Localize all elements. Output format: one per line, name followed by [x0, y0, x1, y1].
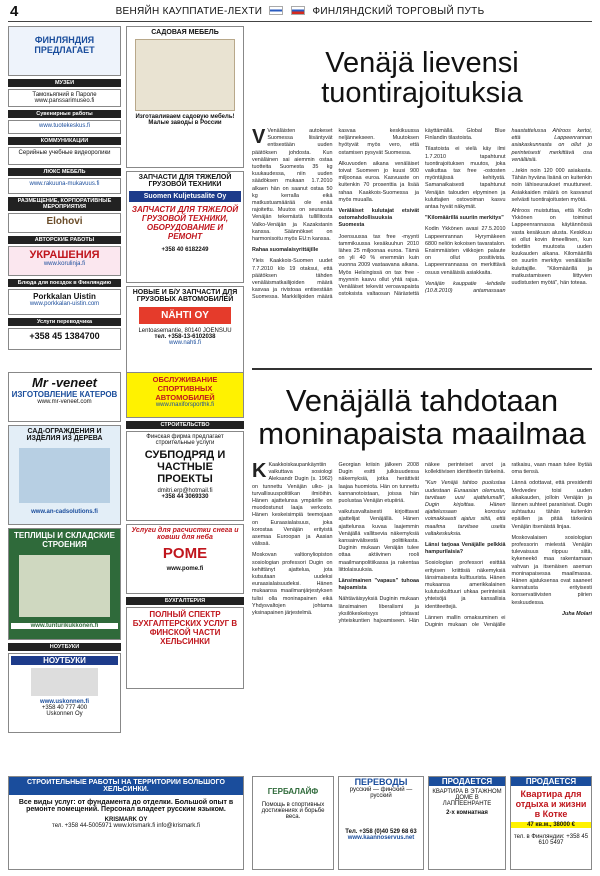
section-furniture: ЛЮКС МЕБЕЛЬ [8, 168, 121, 176]
greenhouse-image [19, 555, 110, 617]
ad-apartment-lappeenranta[interactable]: ПРОДАЕТСЯ КВАРТИРА В ЭТАЖНОМ ДОМЕ В ЛАППЕЕНРАНТЕ 2-х комнатная [428, 776, 506, 870]
section-museum: МУЗЕИ [8, 79, 121, 87]
ad-apartment-kotka[interactable]: ПРОДАЕТСЯ Квартира для отдыха и жизни в Котке 47 кв.м., 38000 € тел. в Финляндии: +358 45 610 5497 [510, 776, 592, 870]
section-accommodation: РАЗМЕЩЕНИЕ, КОРПОРАТИВНЫЕ МЕРОПРИЯТИЯ [8, 197, 121, 211]
ad-furniture[interactable]: www.rakuuna-mukavuus.fi [8, 178, 121, 194]
ad-communication[interactable]: Серийные учебные видеоролики [8, 147, 121, 165]
section-laptops: НОУТБУКИ [8, 643, 121, 651]
ad-tunturikukkonen[interactable]: ТЕПЛИЦЫ И СКЛАДСКИЕ СТРОЕНИЯ www.tunturikukkonen.fi [8, 528, 121, 640]
ad-nahti[interactable]: НОВЫЕ И Б/У ЗАПЧАСТИ ДЛЯ ГРУЗОВЫХ АВТОМОБИЛЕЙ NÄHTI OY Lentoasemantie, 80140 JOENSUU тел. +358-13-6102038 www.nahti.fi [126, 286, 244, 378]
ad-truck-spares[interactable]: ЗАПЧАСТИ ДЛЯ ТЯЖЕЛОЙ ГРУЗОВОЙ ТЕХНИКИ Suomen Kuljetusalite Oy ЗАПЧАСТИ ДЛЯ ТЯЖЕЛОЙ ГРУЗОВОЙ ТЕХНИКИ, ОБОРУДОВАНИЕ И РЕМОНТ +358 40 6182249 [126, 171, 244, 283]
ads-column-lower-mid [126, 372, 244, 692]
section-fishing: Блюда для поездок в Финляндию [8, 279, 121, 287]
ad-an-cad[interactable]: САД-ОГРАЖДЕНИЯ И ИЗДЕЛИЯ ИЗ ДЕРЕВА www.an-cadsolutions.fi [8, 425, 121, 525]
russia-flag-icon [291, 6, 305, 15]
ad-souvenirs[interactable]: www.tuotekeskus.fi [8, 120, 121, 134]
ad-sport-cars[interactable]: ОБСЛУЖИВАНИЕ СПОРТИВНЫХ АВТОМОБИЛЕЙ www.maxiforsporthk.fi [126, 372, 244, 418]
ad-jewelry[interactable]: УКРАШЕНИЯ www.korulinja.fi [8, 246, 121, 276]
cad-image [19, 448, 110, 503]
section-jewelry: АВТОРСКИЕ РАБОТЫ [8, 236, 121, 244]
ads-column-mid [126, 26, 244, 381]
ad-elohovi[interactable]: Elohovi [8, 213, 121, 233]
bench-image [135, 39, 235, 111]
article2-headline: Venäjällä tahdotaan moninapaista maailmaa [258, 383, 586, 451]
article2-body: K Kaakkoiskaupankäyntiin vaikuttava sosiologi Aleksandr Dugin (s. 1962) on tunnettu Venäjän ulko- ja turvallisuuspolitiikan ilmiöihin. Hänen ajattelunsa ympärille on muodostunut laaja verkosto. Hänen keskeisimpiä teemojaan on Euraasialaisuus, joka korostaa Venäjän erityistä asemaa Euroopan ja Aasian välissä. Moskovan valtionyliopiston sosiologian professori Dugin on kehittänyt ajattelua, jota kutsutaan uudeksi euraasialaisuudeksi. Hänen mukaansa maailmanjärjestyksen tulisi olla moninapainen eikä Yhdysvaltojen johtama yksinapainen järjestelmä. Georgian kriisin jälkeen 2008 Dugin esitti julkisuudessa näkemyksiä, jotka herättivät laajaa huomiota. Hän on tunnettu kannanotoistaan, joissa hän puolustaa Venäjän etupiiriä. vaikutusvaltaisesti kirjoittavat ajattelijat Venäjällä. Hänen ajattelunsa kuvaa laajemmin Venäjällä vallitsevia näkemyksiä kansainvälisestä politiikasta. Duginin mukaan Venäjän tulee ottaa aktiivinen rooli maailmanpolitiikassa ja rakentaa liittolaisuuksia. Länsimainen "vapaus" tuhoaa hajoamista Nähtäväisyyksiä Duginin mukaan länsimainen liberalismi ja yksilökeskeisyys johtavat yhteiskuntien hajoamiseen. Hän näkee perinteiset arvot ja kollektiivisen identiteetin tärkeinä. "Kun Venäjä tahtoo puolustaa uudestaan Euraasian olemusta, tarvitaan uusi ajattelumalli", Dugin kirjoittaa. Hänen ajattelussaan korostuu voimakkaasti ajatus siitä, että maailma tarvitsee useita valtakeskuksia. Länsi tarjoaa Venäjälle pelkkiä hampurilaisia? Sosiologian professori esittää erityisen kriittisiä näkemyksiä länsimaisesta kulttuurista. Hänen mukaansa amerikkalainen kulutuskulttuuri uhkaa perinteisiä yhteisöjä ja kansallisia identiteettejä. Lännen mallin omaksuminen ei Duginin mukaan ole Venäjälle ratkaisu, vaan maan tulee löytää oma tiensä. Lännä odottavat, että presidentti Medvedev toisi uuden aikakauden, jolloin Venäjän ja lännen suhteet paranisivat. Dugin suhtautuu tähän kuitenkin epäillen ja pitää tärkeänä Venäjän itsenäistä linjaa. Moskovalaisen sosiologian professorin mielestä Venäjän tulevaisuus riippuu siitä, kykeneekö maa rakentamaan vahvan ja itsenäisen aseman moninapaisessa maailmassa. Hänen ajatuksensa ovat saaneet kannatusta erityisesti konservatiivisten piirien keskuudessa. Juha Molari [252, 462, 592, 629]
article-divider [252, 368, 592, 370]
ad-translations[interactable]: ПЕРЕВОДЫ русский — финский — русский Тел. +358 (0)40 529 68 63 www.kaannoservus.net [338, 776, 424, 870]
ad-finka[interactable]: Финская фирма предлагает строительные услуги СУБПОДРЯД И ЧАСТНЫЕ ПРОЕКТЫ dmitri.erp@hotmail.fi +358 44 3069330 [126, 431, 244, 521]
ad-garden-furniture[interactable]: САДОВАЯ МЕБЕЛЬ Изготавливаем садовую мебель! Малые заводы в России [126, 26, 244, 168]
finland-flag-icon [269, 6, 283, 15]
ads-column-left [8, 26, 121, 353]
ads-column-lower-left [8, 372, 121, 736]
ad-accounting[interactable]: ПОЛНЫЙ СПЕКТР БУХГАЛТЕРСКИХ УСЛУГ В ФИНСКОЙ ЧАСТИ ХЕЛЬСИНКИ [126, 607, 244, 689]
section-translator: Услуги переводчика [8, 318, 121, 326]
ad-museum[interactable]: Тамохьяпний в Пароле www.panssarimuseo.fi [8, 89, 121, 107]
laptop-image [31, 668, 98, 696]
section-accounting: БУХГАЛТЕРИЯ [126, 597, 244, 605]
section-construction: СТРОИТЕЛЬСТВО [126, 421, 244, 429]
ad-pome[interactable]: Услуги для расчистки снега и ковши для неба POME www.pome.fi [126, 524, 244, 594]
section-souvenirs: Сувенирные работы [8, 110, 121, 118]
article1-headline: Venäjä lievensi tuontirajoituksia [321, 47, 523, 110]
finland-offers-banner: ФИНЛЯНДИЯ ПРЕДЛАГАЕТ [8, 26, 121, 76]
ad-krismark[interactable]: СТРОИТЕЛЬНЫЕ РАБОТЫ НА ТЕРРИТОРИИ БОЛЬШОГО ХЕЛЬСИНКИ. Все виды услуг: от фундамента до отделки. Большой опыт в ремонте помещений. Персонал владеет русским языком. KRISMARK OY тел. +358 44-5005971 www.krismark.fi info@krismark.fi [8, 776, 244, 870]
section-communication: КОММУНИКАЦИИ [8, 137, 121, 145]
page-header [8, 2, 592, 22]
article2-author: Juha Molari [562, 610, 592, 617]
ad-translator-phone[interactable]: +358 45 1384700 [8, 328, 121, 350]
masthead [8, 6, 592, 17]
ad-mr-veneet[interactable]: Mr -veneet ИЗГОТОВЛЕНИЕ КАТЕРОВ www.mr-veneet.com [8, 372, 121, 422]
page-number: 4 [10, 3, 19, 20]
ad-porkkalan[interactable]: Porkkalan Uistin www.porkkalan-uistin.com [8, 289, 121, 315]
ad-uskonnen[interactable]: НОУТБУКИ www.uskonnen.fi +358 40 777 400 Uskonnen Oy [8, 653, 121, 733]
masthead-left: ВЕНЯЙН КАУППАТИЕ-ЛЕХТИ [115, 6, 263, 17]
article1-body: V Venäläisten autokeset Suomessa liisäntyvät entisestään uuden päätöksen johdosta. Kun venäläinen sai aiemmin ostaa tuotteita Suomesta 35 kg kuukaudessa, niin uuden säädöksen mukaan 1.7.2010 alkaen hän on saanut ostaa 50 kg kerralla eikä matkustuamäärää ole enää rajoitettu. Muutos on seurausta Venäjän tekemästä tullillitosta Valko-Venäjän ja Kazakstanin kanssa. Säännökset on harmonisoitu myös EU:n kanssa. Rahaa suomalaisyrittäjille Yleis Kaakkois-Suomen uudet 7.7.2010 klo 19 otaksui, että päätöksen tähden venäläismatkailijoiden määrä kasvaa ja rivistoaa entisestään Suomessa. Markkilijoiden määrä kasvaa keskikuussa neljännekseen. Muutoksen hyötyvät myös vero, että ostamisen pysyvät Suomessa. Alkuvuoden aikana venäläiset toivat Suomeen jo kuusi 900 miljoonaa euroa. Kasvuaste on kuitenkin 70 prosenttia ja lisää rahaa Kaakkois-Suomessa ja myös muualla. Veräläiset kulutajat etsivät ostomahdollisuuksia Suomesta Joensuussa tax free -myynti tammikuussa kesäkuuhun 2010 lähes 25 miljoonaa euroa. Tämä on yli 40 % enemmän kuin vuonna 2009 vastaavana aikana. Myös Helsingissä on tax free -myynnin kasvu ollut yhtä rajua. Venäläiset tekevät veroavapaista ostoksista valtaosan Närästettä käyttämällä. Global Blue Finlandin tilastoista. Tilastoista ei vielä käy ilmi 1.7.2010 tapahtunut tuontirajoituksen muutos, joka vaikuttaa tax free -ostosten myöntäjissä kehitystä. Samanaikaisesti tapahtunut Venäjän talouden elpyminen ja kuluttajien ostovoiman kasvu antaa hyvät näkymät. "Kilomäärillä suuriin merkitys" Kodin Ykkönen avasi 27.5.2010 Lappeenrannan Hyrymäkeen 6800 neliön kokoisen tavaratalon. Ensimmäisten viikkojen palaute on ollut positiivista. Lappeenrannassa on merkittävä osuus venäläisiä asiakkaita. Venäjän kauppatie -lehdelle (10.8.2010) antamassaan haastattelussa Ahlroos kertoi, että Lappeenrannan asiakaskunnasta on ollut jo perinteisesti merkittävä osa venäläisiä. ...tekin noin 120 000 asiakasta. Tähän hyväna lisänä on kuitenkin noin lähiseuraukset muuttuneet. Asiakkaiden määrä on kasvanut selvästi tuontirajoitusten myötä. Ahlroos muistuttaa, että Kodin Ykkönen on toiminut Lappeenrannassa käytännössä vasta kesäkuun alusta. Keskikuu ei ollut kovin ilmeellinen, kun todettiin muutosta uuden kuukauden aikana. Kilomäärillä on suuriin merkitys venäläisille kuluttajille. "Kilomäärillä ja matkustamiseen liittyvien uudistusten myötä", hän toteaa. [252, 128, 592, 301]
ad-herbalife[interactable]: ГЕРБАЛАЙФ Помощь в спортивных достижениях и борьбе веса. [252, 776, 334, 870]
masthead-right: ФИНЛЯНДСКИЙ ТОРГОВЫЙ ПУТЬ [312, 6, 485, 17]
